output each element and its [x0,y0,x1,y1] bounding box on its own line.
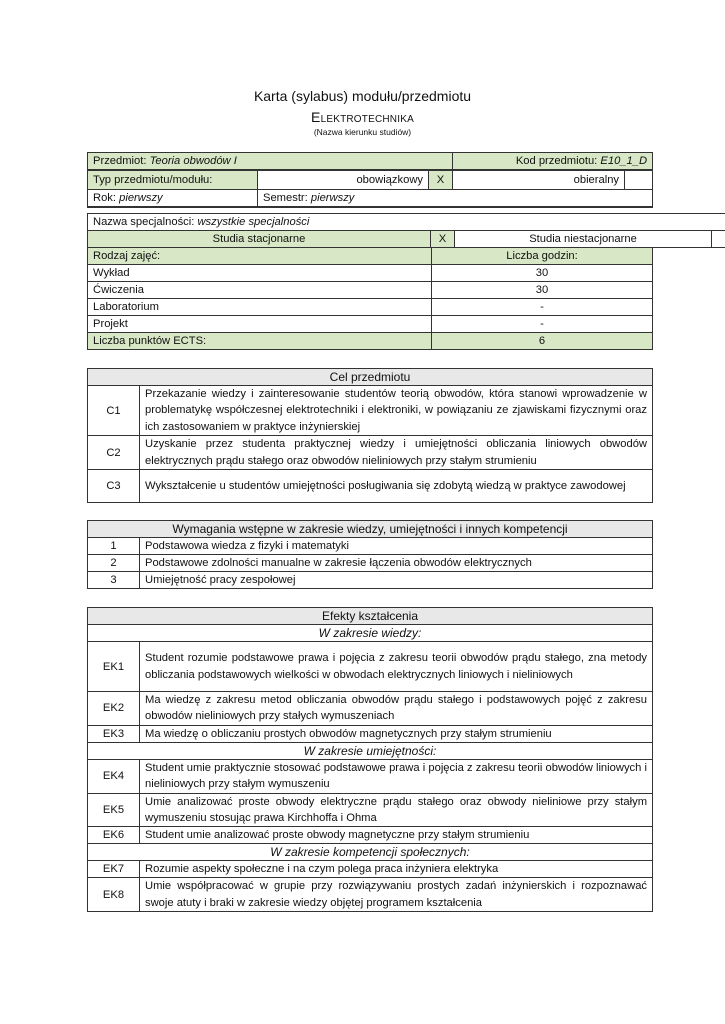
outcome-row [88,861,653,878]
specialty-row [88,214,725,231]
outcome-row [88,793,653,827]
ects-value: 6 [432,333,653,350]
mandatory-option: obowiązkowy [258,170,429,189]
stationary-label: Studia stacjonarne [88,231,431,248]
goals-table [87,368,653,503]
elective-mark [625,170,653,189]
class-name: Laboratorium [88,299,432,316]
goal-row [88,470,653,503]
class-row [88,299,653,316]
field-of-study-caption: (Nazwa kierunku studiów) [313,127,412,137]
goal-id: C3 [88,470,140,503]
nonstationary-mark [712,231,725,248]
mandatory-mark: X [429,170,453,189]
outcome-row [88,759,653,793]
outcomes-title: Efekty kształcenia [88,608,653,625]
outcome-id: EK7 [88,861,140,878]
hours-header: Liczba godzin: [432,248,653,265]
goal-id: C1 [88,386,140,436]
outcome-row [88,642,653,692]
year-row [88,189,653,207]
study-info-table [87,213,725,248]
subject-value: Teoria obwodów I [149,155,237,167]
skills-section-label: W zakresie umiejętności: [88,742,653,759]
year-value: pierwszy [119,191,163,204]
specialty-cell [88,214,725,231]
outcome-id: EK5 [88,793,140,827]
outcome-row [88,692,653,726]
outcome-id: EK8 [88,878,140,912]
year-label: Rok: [93,191,120,204]
outcome-id: EK3 [88,725,140,742]
requirement-row [88,538,653,555]
code-cell [453,153,653,171]
outcome-id: EK2 [88,692,140,726]
hours-table [87,247,653,350]
goals-title: Cel przedmiotu [88,369,653,386]
outcome-row [88,827,653,844]
class-row [88,316,653,333]
course-info-table [87,152,653,208]
outcome-text: Student umie analizować proste obwody magnetyczne przy stałym strumieniu [140,827,653,844]
syllabus-title: Karta (sylabus) modułu/przedmiotu [253,88,472,104]
class-row [88,282,653,299]
outcomes-table [87,607,653,912]
social-section-label: W zakresie kompetencji społecznych: [88,844,653,861]
code-label: Kod przedmiotu: [515,155,601,167]
classes-header: Rodzaj zajęć: [88,248,432,265]
outcome-row [88,878,653,912]
requirement-id: 2 [88,555,140,572]
type-row [88,170,653,189]
specialty-label: Nazwa specjalności: [93,216,198,228]
goal-row [88,386,653,436]
goal-text: Wykształcenie u studentów umiejętności posługiwania się zdobytą wiedzą w praktyce zawodowej [140,470,653,503]
class-hours: - [432,316,653,333]
requirement-text: Podstawowe zdolności manualne w zakresie łączenia obwodów elektrycznych [140,555,653,572]
subject-row [88,153,653,171]
goal-text: Przekazanie wiedzy i zainteresowanie studentów teorią obwodów, która stanowi wprowadzenie w problematykę współczesnej elektrotechniki i elektroniki, w powiązaniu ze zjawiskami fizycznymi oraz ich zastosowaniem w praktyce inżynierskiej [140,386,653,436]
goal-text: Uzyskanie przez studenta praktycznej wiedzy i umiejętności obliczania liniowych obwodów elektrycznych prądu stałego oraz obwodów nieliniowych przy stałym strumieniu [140,436,653,470]
class-row [88,265,653,282]
outcome-id: EK1 [88,642,140,692]
class-hours: - [432,299,653,316]
type-label: Typ przedmiotu/modułu: [88,170,258,189]
goal-id: C2 [88,436,140,470]
knowledge-section-label: W zakresie wiedzy: [88,625,653,642]
outcome-text: Rozumie aspekty społeczne i na czym polega praca inżyniera elektryka [140,861,653,878]
requirement-row [88,555,653,572]
ects-row [88,333,653,350]
subject-cell [88,153,453,171]
outcome-text: Student rozumie podstawowe prawa i pojęcia z zakresu teorii obwodów prądu stałego, zna metody obliczania podstawowych wielkości w obwodach elektrycznych liniowych i nieliniowych [140,642,653,692]
requirement-id: 3 [88,572,140,589]
class-hours: 30 [432,265,653,282]
hours-header-row [88,248,653,265]
class-name: Projekt [88,316,432,333]
nonstationary-label: Studia niestacjonarne [455,231,712,248]
requirement-text: Umiejętność pracy zespołowej [140,572,653,589]
requirements-title: Wymagania wstępne w zakresie wiedzy, umiejętności i innych kompetencji [88,521,653,538]
semester-value: pierwszy [310,191,355,204]
requirement-id: 1 [88,538,140,555]
class-hours: 30 [432,282,653,299]
code-value: E10_1_D [600,155,648,167]
ects-label: Liczba punktów ECTS: [88,333,432,350]
class-name: Ćwiczenia [88,282,432,299]
outcome-id: EK4 [88,759,140,793]
elective-option: obieralny [453,170,625,189]
semester-label: Semestr: [263,191,311,204]
stationary-mark: X [431,231,455,248]
requirement-text: Podstawowa wiedza z fizyki i matematyki [140,538,653,555]
requirements-table [87,520,653,589]
semester-cell [258,189,653,207]
outcome-row [88,725,653,742]
outcome-text: Umie analizować proste obwody elektryczne prądu stałego oraz obwody nieliniowe przy stałym wymuszeniu stosując prawa Kirchhoffa i Ohma [140,793,653,827]
subject-label: Przedmiot: [93,155,150,167]
outcome-text: Umie współpracować w grupie przy rozwiązywaniu prostych zadań inżynierskich i rozpoznawać swoje atuty i braki w zakresie wiedzy objętej programem kształcenia [140,878,653,912]
outcome-text: Ma wiedzę z zakresu metod obliczania obwodów prądu stałego i podstawowych pojęć z zakresu obwodów nieliniowych przy stałych wymuszeniach [140,692,653,726]
study-mode-row [88,231,725,248]
specialty-value: wszystkie specjalności [197,216,310,228]
year-cell [88,189,258,207]
outcome-text: Ma wiedzę o obliczaniu prostych obwodów magnetycznych przy stałym strumieniu [140,725,653,742]
outcome-id: EK6 [88,827,140,844]
goal-row [88,436,653,470]
class-name: Wykład [88,265,432,282]
outcome-text: Student umie praktycznie stosować podstawowe prawa i pojęcia z zakresu teorii obwodów liniowych i nieliniowych przy stałym wymuszeniu [140,759,653,793]
requirement-row [88,572,653,589]
field-of-study-title: Elektrotechnika [311,109,414,125]
